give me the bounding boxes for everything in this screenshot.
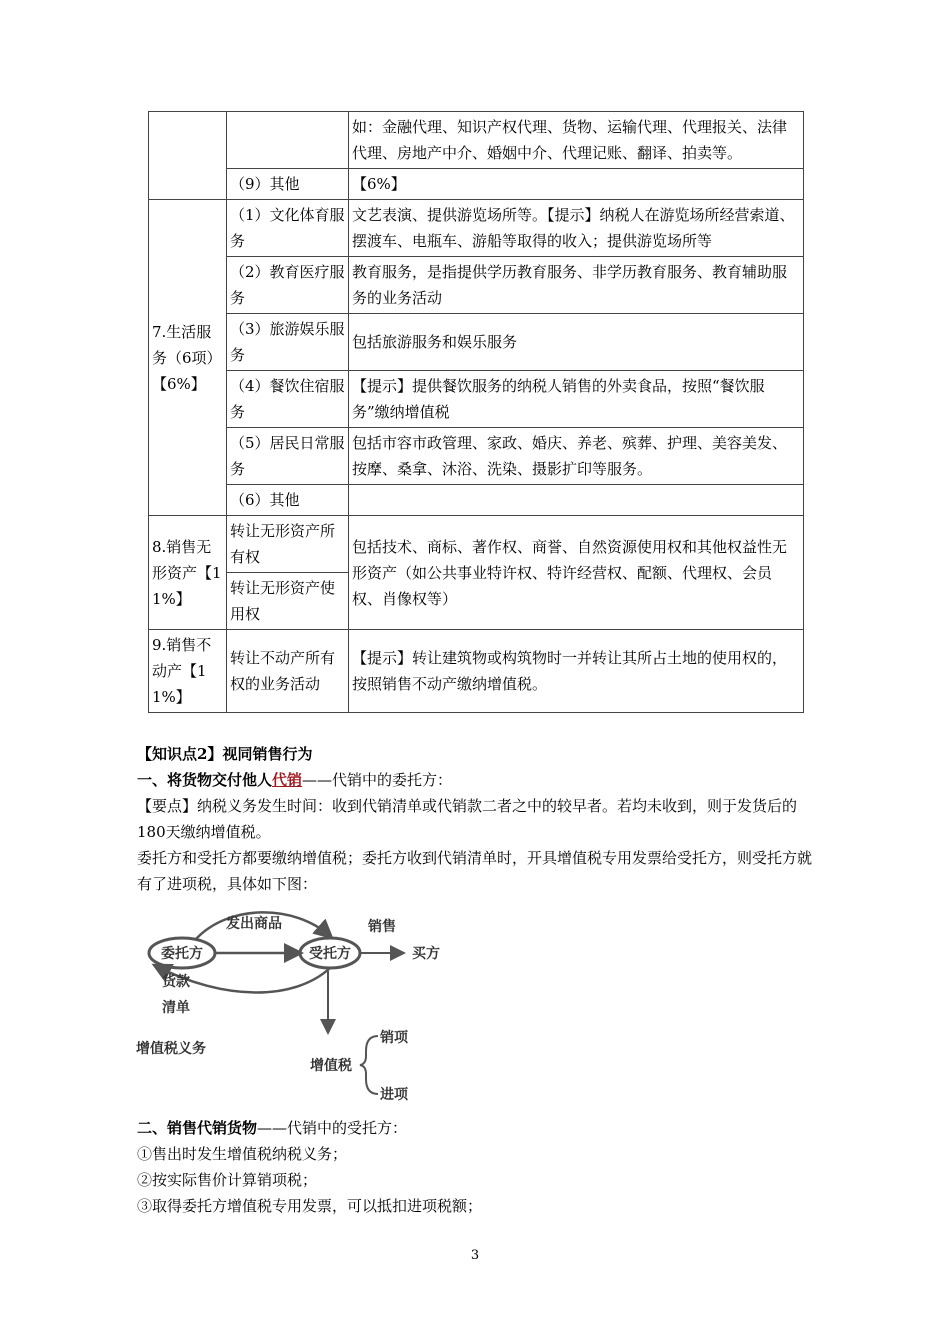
list-item: ③取得委托方增值税专用发票，可以抵扣进项税额； [137, 1197, 483, 1215]
table-row [149, 516, 804, 573]
table-cell: 【6%】 [349, 169, 804, 200]
item-two-bold: 二、销售代销货物 [137, 1119, 258, 1137]
list-item: ①售出时发生增值税纳税义务； [137, 1145, 348, 1163]
key-point: 【要点】纳税义务发生时间：收到代销清单或代销款二者之中的较早者。若均未收到，则于发货后的180天缴纳增值税。 [137, 797, 798, 841]
subcategory-cell: 转让无形资产所有权 [227, 516, 349, 573]
description-cell: 【提示】提供餐饮服务的纳税人销售的外卖食品，按照“餐饮服务”缴纳增值税 [349, 371, 804, 428]
input-tax-label: 进项 [380, 1087, 408, 1103]
subcategory-cell: （6）其他 [227, 485, 349, 516]
description-cell: 包括技术、商标、著作权、商誉、自然资源使用权和其他权益性无形资产（如公共事业特许权、特许经营权、配额、代理权、会员权、肖像权等） [349, 516, 804, 630]
table-row [149, 169, 804, 200]
item-two [137, 1115, 812, 1141]
item-one-prefix: 一、将货物交付他人 [137, 771, 273, 789]
subcategory-cell: （2）教育医疗服务 [227, 257, 349, 314]
table-cell: （9）其他 [227, 169, 349, 200]
subcategory-cell: 转让无形资产使用权 [227, 573, 349, 630]
vat-label: 增值税 [310, 1058, 352, 1074]
table-cell: 如：金融代理、知识产权代理、货物、运输代理、代理报关、法律代理、房地产中介、婚姻中介、代理记账、翻译、拍卖等。 [349, 112, 804, 169]
payment-label: 货款 [162, 974, 190, 990]
list-label: 清单 [162, 1000, 190, 1016]
table-row [149, 112, 804, 169]
consignment-link[interactable]: 代销 [272, 771, 303, 789]
category-cell: 7.生活服务（6项）【6%】 [149, 200, 227, 516]
table-cell [149, 112, 227, 200]
description-cell: 教育服务，是指提供学历教育服务、非学历教育服务、教育辅助服务的业务活动 [349, 257, 804, 314]
description-cell: 【提示】转让建筑物或构筑物时一并转让其所占土地的使用权的，按照销售不动产缴纳增值税。 [349, 630, 804, 713]
category-cell: 8.销售无形资产【11%】 [149, 516, 227, 630]
description-cell: 包括市容市政管理、家政、婚庆、养老、殡葬、护理、美容美发、按摩、桑拿、沐浴、洗染、摄影扩印等服务。 [349, 428, 804, 485]
buyer-label: 买方 [412, 946, 440, 962]
consignment-diagram [134, 906, 464, 1106]
subcategory-cell: （5）居民日常服务 [227, 428, 349, 485]
vat-service-table [148, 111, 804, 713]
table-row [149, 485, 804, 516]
category-cell: 9.销售不动产【11%】 [149, 630, 227, 713]
description-cell: 文艺表演、提供游览场所等。【提示】纳税人在游览场所经营索道、摆渡车、电瓶车、游船等取得的收入；提供游览场所等 [349, 200, 804, 257]
subcategory-cell: （3）旅游娱乐服务 [227, 314, 349, 371]
item-two-rest: ——代销中的受托方： [257, 1119, 408, 1137]
table-row [149, 428, 804, 485]
description-cell: 包括旅游服务和娱乐服务 [349, 314, 804, 371]
table-cell [227, 112, 349, 169]
ship-goods-label: 发出商品 [226, 916, 282, 932]
item-one [137, 767, 812, 793]
consignee-label: 受托方 [309, 946, 351, 962]
vat-bracket [360, 1036, 378, 1094]
table-row [149, 371, 804, 428]
item-one-suffix: ——代销中的委托方： [302, 771, 453, 789]
list-item: ②按实际售价计算销项税； [137, 1171, 318, 1189]
table-row [149, 630, 804, 713]
paragraph: 委托方和受托方都要缴纳增值税；委托方收到代销清单时，开具增值税专用发票给受托方，则受托方就有了进项税，具体如下图： [137, 849, 813, 893]
sale-label: 销售 [368, 919, 396, 935]
page-number: 3 [470, 1248, 480, 1263]
consignor-label: 委托方 [161, 946, 203, 962]
vat-obligation-label: 增值税义务 [136, 1041, 206, 1057]
output-tax-label: 销项 [380, 1030, 408, 1046]
subcategory-cell: 转让不动产所有权的业务活动 [227, 630, 349, 713]
description-cell [349, 485, 804, 516]
table-row [149, 200, 804, 257]
section-heading: 【知识点2】视同销售行为 [137, 745, 313, 763]
table-row [149, 314, 804, 371]
subcategory-cell: （4）餐饮住宿服务 [227, 371, 349, 428]
subcategory-cell: （1）文化体育服务 [227, 200, 349, 257]
table-row [149, 257, 804, 314]
